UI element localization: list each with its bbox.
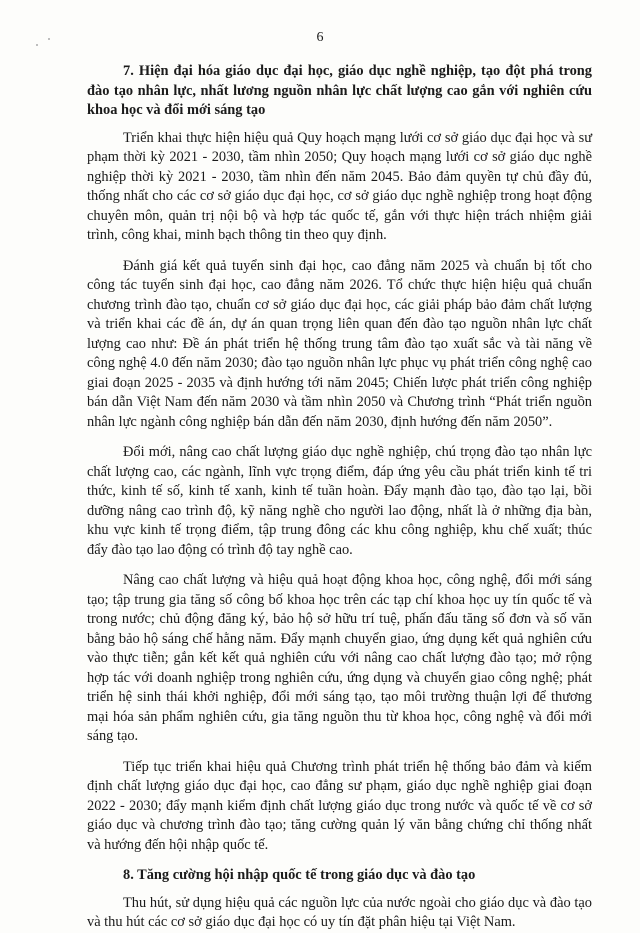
section-7-paragraph-4: Nâng cao chất lượng và hiệu quả hoạt động khoa học, công nghệ, đổi mới sáng tạo; tập trung gia tăng số công bố khoa học trên các tạp chí khoa học uy tín quốc tế và trong nước; chủ động đăng ký, bảo hộ sở hữu trí tuệ, phấn đấu tăng số đơn và số văn bằng bảo hộ sáng chế hằng năm. Đẩy mạnh chuyển giao, ứng dụng kết quả nghiên cứu vào thực tiễn; gắn kết kết quả nghiên cứu với nâng cao chất lượng đào tạo; mở rộng hợp tác với doanh nghiệp trong nghiên cứu, ứng dụng và chuyển giao công nghệ; phát triển hệ sinh thái khởi nghiệp, đổi mới sáng tạo, tạo môi trường thuận lợi để thương mại hóa sản phẩm nghiên cứu, gia tăng nguồn thu từ khoa học, công nghệ và đổi mới sáng tạo. [87,572,592,744]
section-8-paragraph-1: Thu hút, sử dụng hiệu quả các nguồn lực của nước ngoài cho giáo dục và đào tạo và thu hút các cơ sở giáo dục đại học có uy tín đặt phân hiệu tại Việt Nam. [87,894,592,930]
section-7-paragraph-3: Đổi mới, nâng cao chất lượng giáo dục nghề nghiệp, chú trọng đào tạo nhân lực chất lượng cao, các ngành, lĩnh vực trọng điểm, đáp ứng yêu cầu phát triển kinh tế tri thức, kinh tế số, kinh tế xanh, kinh tế tuần hoàn. Đẩy mạnh đào tạo, đào tạo lại, bồi dưỡng nâng cao trình độ, kỹ năng nghề cho người lao động, nhất là ở những địa bàn, khu vực kinh tế trọng điểm, tập trung đông các khu công nghiệp, khu chế xuất; thúc đẩy đào tạo lao động có trình độ tay nghề cao. [87,444,592,558]
section-7-heading: 7. Hiện đại hóa giáo dục đại học, giáo dục nghề nghiệp, tạo đột phá trong đào tạo nhân lực, nhất lương nguồn nhân lực chất lượng cao gắn với nghiên cứu khoa học và đổi mới sáng tạo [87,63,592,118]
page-number: 6 [316,30,324,45]
document-body [87,62,592,933]
section-7-paragraph-2: Đánh giá kết quả tuyển sinh đại học, cao đẳng năm 2025 và chuẩn bị tốt cho công tác tuyển sinh đại học, cao đẳng năm 2026. Tổ chức thực hiện hiệu quả chuẩn chương trình đào tạo, chuẩn cơ sở giáo dục đại học, các giải pháp bảo đảm chất lượng và triển khai các đề án, dự án quan trọng liên quan đến đào tạo nguồn nhân lực chất lượng cao như: Đề án phát triển hệ thống trung tâm đào tạo xuất sắc và tài năng về công nghệ 4.0 đến năm 2030; đào tạo nguồn nhân lực phục vụ phát triển công nghệ cao giai đoạn 2025 - 2035 và định hướng tới năm 2045; Chiến lược phát triển công nghiệp bán dẫn Việt Nam đến năm 2030 và tầm nhìn 2050 và Chương trình “Phát triển nguồn nhân lực ngành công nghiệp bán dẫn đến năm 2030, định hướng đến năm 2050”. [87,257,592,430]
section-7-paragraph-5: Tiếp tục triển khai hiệu quả Chương trình phát triển hệ thống bảo đảm và kiểm định chất lượng giáo dục đại học, cao đẳng sư phạm, giáo dục nghề nghiệp giai đoạn 2022 - 2030; đẩy mạnh kiểm định chất lượng giáo dục trong nước và quốc tế về cơ sở giáo dục và chương trình đào tạo; tăng cường quản lý văn bằng chứng chỉ thống nhất và hướng đến hội nhập quốc tế. [87,758,592,853]
section-8-heading: 8. Tăng cường hội nhập quốc tế trong giáo dục và đào tạo [123,867,476,883]
section-7-paragraph-1: Triển khai thực hiện hiệu quả Quy hoạch mạng lưới cơ sở giáo dục đại học và sư phạm thời kỳ 2021 - 2030, tầm nhìn 2050; Quy hoạch mạng lưới cơ sở giáo dục nghề nghiệp thời kỳ 2021 - 2030, tầm nhìn đến năm 2045. Bảo đảm quyền tự chủ đầy đủ, thống nhất cho các cơ sở giáo dục đại học, cơ sở giáo dục nghề nghiệp trong hoạt động chuyên môn, quản trị nội bộ và hợp tác quốc tế, gắn với thực hiện trách nhiệm giải trình, công khai, minh bạch thông tin theo quy định. [87,129,592,243]
